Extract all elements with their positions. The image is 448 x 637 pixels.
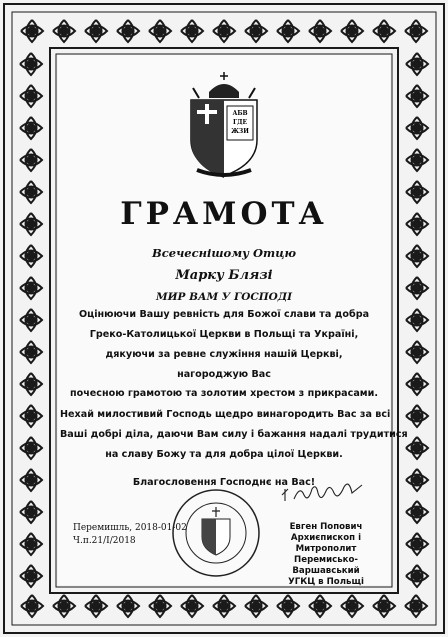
certificate-title: ГРАМОТА <box>120 196 328 232</box>
signer-church: УГКЦ в Польщі <box>288 577 364 587</box>
place-date: Перемишль, 2018-01-02 <box>73 523 187 533</box>
svg-text:ГДЕ: ГДЕ <box>232 119 248 126</box>
official-seal-icon <box>170 487 262 579</box>
reference-number: Ч.п.21/I/2018 <box>73 536 136 546</box>
signer-name: Евген Попович <box>289 522 363 532</box>
greeting: МИР ВАМ У ГОСПОДІ <box>155 291 293 303</box>
body-line: на славу Божу та для добра цілої Церкви. <box>105 449 343 460</box>
signer-block <box>262 522 390 588</box>
svg-text:ЖЗИ: ЖЗИ <box>231 128 249 135</box>
addressee-name: Марку Блязі <box>175 268 273 283</box>
svg-text:АБВ: АБВ <box>232 110 248 117</box>
body-line: Оцінюючи Вашу ревність для Божої слави та добра <box>78 309 370 320</box>
addressee-line: Всечеснішому Отцю <box>152 246 296 260</box>
handwritten-signature <box>278 481 368 507</box>
signer-diocese: Перемисько-Варшавський <box>292 555 360 576</box>
body-line: почесною грамотою та золотим хрестом з прикрасами. <box>69 388 379 399</box>
body-line: Греко-Католицької Церкви в Польщі та Україні, <box>89 329 359 340</box>
body-line: нагороджую Вас <box>177 369 271 380</box>
body-line: Нехай милостивий Господь щедро винагородить Вас за всі <box>60 409 391 420</box>
body-line: Ваші добрі діла, даючи Вам силу і бажання надалі трудитися <box>60 429 408 440</box>
blessing: Благословення Господнє на Вас! <box>132 477 316 488</box>
signer-title: Архиєпископ і Митрополит <box>290 533 362 554</box>
church-coat-of-arms-icon <box>179 70 269 180</box>
body-line: дякуючи за ревне служіння нашій Церкві, <box>105 349 343 360</box>
